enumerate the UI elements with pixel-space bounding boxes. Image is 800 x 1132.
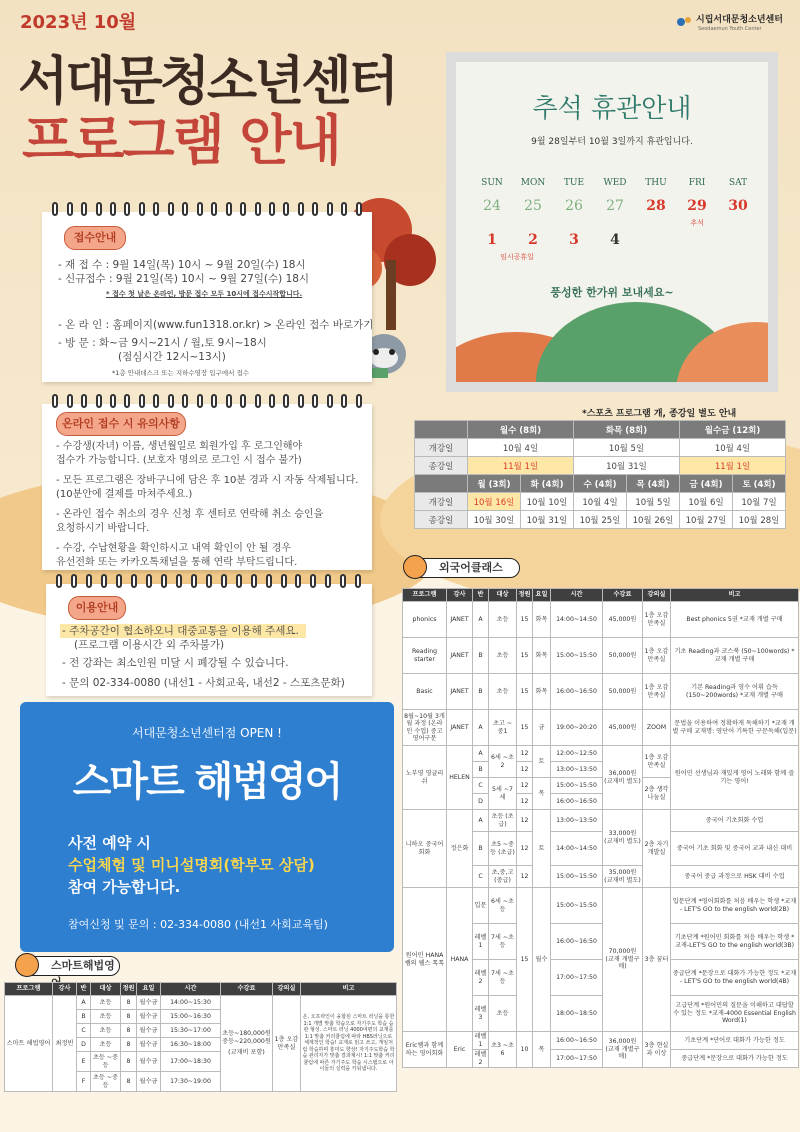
foreign-table-cell: 15 [517, 602, 533, 638]
foreign-table-cell: 기초 Reading과 코스북 (50~100words) *교재 개별 구매 [671, 638, 799, 674]
foreign-table-cell: HANA [447, 888, 473, 1032]
holiday-cell: 토 (4회) [733, 475, 786, 493]
reentry-line: - 재 접 수 : 9월 14일(목) 10시 ~ 9월 20일(수) 18시 [58, 259, 306, 271]
foreign-table-cell: 36,000원 (교재 개별구매) [603, 1032, 643, 1068]
foreign-table-cell: 15:00~15:50 [551, 866, 603, 888]
foreign-table-cell: 2층 자기 개발실 [643, 810, 671, 888]
smart-english-ad [20, 702, 394, 952]
foreign-table-cell: 초등 [489, 996, 517, 1032]
usage-min-people: - 전 강좌는 최소인원 미달 시 폐강될 수 있습니다. [62, 657, 289, 669]
foreign-table-cell: 7세 ~초등 [489, 960, 517, 996]
foreign-table-cell: 레벨3 [473, 996, 489, 1032]
foreign-table-cell: 12 [517, 762, 533, 778]
foreign-table-cell: B [473, 674, 489, 710]
smart-table-cell: 스마트 해법영어 [5, 996, 53, 1092]
foreign-table-cell: 6세 ~초등 [489, 888, 517, 924]
foreign-table-cell: 13:00~13:50 [551, 810, 603, 832]
foreign-table-cell: 70,000원 (교재 개별구매) [603, 888, 643, 1032]
foreign-table-cell: 12 [517, 746, 533, 762]
smart-table-cell: 15:00~16:30 [161, 1010, 221, 1024]
foreign-table-cell: 8월~10월 3개월 과정 (온라인 수업) 중고 영어구문 [403, 710, 447, 746]
smart-table-cell: 8 [121, 1052, 137, 1072]
chuseok-greeting: 풍성한 한가위 보내세요~ [550, 286, 674, 299]
foreign-table-cell: 금 [533, 710, 551, 746]
foreign-table-cell: 3층 꿈터 [643, 888, 671, 1032]
holiday-cell: 10월 30일 [468, 511, 521, 529]
foreign-table-cell: 목 [533, 778, 551, 810]
smart-table-cell: B [77, 1010, 91, 1024]
table-row [403, 746, 799, 762]
foreign-table-cell: 14:00~14:50 [551, 602, 603, 638]
smart-table-cell: 프로그램 [5, 983, 53, 996]
foreign-table-cell: 15 [517, 710, 533, 746]
foreign-table-cell: 강사 [447, 589, 473, 602]
foreign-table-cell: 중국어 기초회화 수업 [671, 810, 799, 832]
smart-table-cell: 정원 [121, 983, 137, 996]
registration-note: * 접수 첫 날은 온라인, 방문 접수 모두 10시에 접수시작합니다. [106, 290, 303, 298]
holiday-cell: 10월 7일 [733, 493, 786, 511]
smart-table-cell: 17:30~19:00 [161, 1072, 221, 1092]
foreign-table-wrap [402, 588, 798, 1128]
holiday-cell: 10월 16일 [468, 493, 521, 511]
ad-line1: 사전 예약 시 [68, 834, 151, 852]
calendar-date: 29 [687, 198, 707, 214]
mascot-icon [403, 555, 427, 579]
foreign-table-cell: 초등 (초급) [489, 810, 517, 832]
foreign-table-cell: 7세 ~초등 [489, 924, 517, 960]
calendar-date: 30 [728, 198, 748, 214]
smart-table-cell: 8 [121, 1010, 137, 1024]
smart-table-cell: 월수금 [137, 1038, 161, 1052]
foreign-class-label: 외국어클래스 [408, 558, 520, 578]
smart-table-cell: A [77, 996, 91, 1010]
holiday-cell: 10월 4일 [574, 493, 627, 511]
new-entry-line: - 신규접수 : 9월 21일(목) 10시 ~ 9월 27일(수) 18시 [58, 273, 310, 285]
chuseok-panel [456, 62, 768, 382]
holiday-cell: 11월 1일 [680, 457, 786, 475]
chuseok-subtitle: 9월 28일부터 10월 3일까지 휴관입니다. [531, 137, 693, 147]
foreign-table-cell: 5세 ~7세 [489, 778, 517, 810]
foreign-table-cell: 초등 [489, 674, 517, 710]
foreign-table-cell: 레벨1 [473, 924, 489, 960]
calendar-date: 1 [487, 232, 497, 248]
foreign-table-cell: 정원 [517, 589, 533, 602]
foreign-table-cell: 1층 오감 만족실 [643, 638, 671, 674]
foreign-table-cell: B [473, 832, 489, 866]
usage-contact: - 문의 02-334-0080 (내선1 - 사회교육, 내선2 - 스포츠문화) [62, 677, 345, 689]
usage-parking: - 주차공간이 협소하오니 대중교통을 이용해 주세요. [62, 625, 299, 637]
foreign-table-cell: 노부영 영글리쉬 [403, 746, 447, 810]
foreign-table-cell: 비고 [671, 589, 799, 602]
holiday-cell: 10월 26일 [627, 511, 680, 529]
online-notice-line: 접수가 가능합니다. (보호자 명의로 로그인 시 접수 불가) [56, 455, 302, 466]
foreign-table-cell: HELEN [447, 746, 473, 810]
smart-table-cell: 초등 [91, 1038, 121, 1052]
foreign-table-cell: 1층 오감 만족실 [643, 674, 671, 710]
holiday-cell: 10월 28일 [733, 511, 786, 529]
holiday-cell: 월수금 (12회) [680, 421, 786, 439]
smart-table-cell: 시간 [161, 983, 221, 996]
foreign-table-cell: B [473, 762, 489, 778]
smart-table-cell: 월수금 [137, 996, 161, 1010]
smart-table-cell: 온, 오프라인이 융합된 스마트 러닝을 통한 1:1 개별 맞춤 학습으로 자기주도 학습 습관 형성. 스마트 러닝 4000여편의 교재를 1:1 맞춤 커리큘럼에 따라 HBS러닝으로 체계적인 학습! 교재로 읽고 쓰고, 게임처럼 학습하며 흥미도 향상! 자기주도학습 학습 관리자가 맞춤 결과제시! 1:1 맞춤 커리큘럼에 따른 자기주도 학습 시스템으로 아이들의 실력을 키워냅니다. [301, 996, 397, 1092]
smart-table-cell: 8 [121, 1024, 137, 1038]
holiday-table [414, 420, 786, 529]
foreign-table-cell: 36,000원 (교재비 별도) [603, 746, 643, 810]
foreign-table-cell: 초등 [489, 602, 517, 638]
foreign-table-cell: C [473, 866, 489, 888]
table-row [403, 589, 799, 602]
foreign-table-cell: 토 [533, 810, 551, 888]
logo-icon [676, 14, 694, 28]
online-notice-line: - 수강, 수납현황을 확인하시고 내역 확인이 안 될 경우 [56, 543, 292, 554]
holiday-cell: 화목 (8회) [574, 421, 680, 439]
foreign-table-cell: A [473, 810, 489, 832]
foreign-table-cell: 중급단계 *문장으로 대화가 가능한 정도 *교재 - LET'S GO to the english world(4B) [671, 960, 799, 996]
foreign-table-cell: 고급단계 *원어민의 질문을 이해하고 대답할 수 있는 정도 *교재-4000 Essential English Word(1) [671, 996, 799, 1032]
holiday-cell: 11월 1일 [468, 457, 574, 475]
smart-table-cell: F [77, 1072, 91, 1092]
foreign-table-cell: D [473, 794, 489, 810]
foreign-table-cell: 50,000원 [603, 674, 643, 710]
holiday-cell: 10월 5일 [574, 439, 680, 457]
table-row [403, 810, 799, 832]
calendar-day-header: WED [603, 178, 627, 188]
chuseok-day-label: 추석 [690, 219, 704, 227]
calendar-date: 2 [528, 232, 538, 248]
calendar-date: 24 [483, 198, 501, 214]
logo-text: 시립서대문청소년센터 [696, 15, 783, 25]
holiday-cell [415, 475, 468, 493]
smart-table-cell: 1층 오감 만족실 [273, 996, 301, 1092]
ad-open-text: 서대문청소년센터점 OPEN ! [131, 726, 282, 740]
chuseok-title: 추석 휴관안내 [532, 94, 692, 124]
smart-table-cell: 대상 [91, 983, 121, 996]
smart-table-cell: D [77, 1038, 91, 1052]
smart-table-cell: 최정빈 [53, 996, 77, 1092]
foreign-table-cell: JANET [447, 674, 473, 710]
foreign-table-cell: 12 [517, 832, 533, 866]
foreign-table-cell: 문법을 이용하여 정확하게 독해하기 *교재 개별 구매 교재명: 영단어 기특한 구문독해(입문) [671, 710, 799, 746]
foreign-table-cell: 15 [517, 638, 533, 674]
foreign-table-cell: 프로그램 [403, 589, 447, 602]
online-notice-line: - 모든 프로그램은 장바구니에 담은 후 10분 경과 시 자동 삭제됩니다. [56, 475, 359, 486]
smart-table-cell: 반 [77, 983, 91, 996]
foreign-table-cell: Eric [447, 1032, 473, 1068]
online-notice-card [42, 404, 372, 570]
foreign-table-cell: 1층 오감 만족실 [643, 602, 671, 638]
online-notice-line: - 수강생(자녀) 이름, 생년월일로 회원가입 후 로그인해야 [56, 441, 303, 452]
foreign-table-cell: 초3 ~초6 [489, 1032, 517, 1068]
foreign-table-cell: 15:00~15:50 [551, 638, 603, 674]
foreign-table-cell: 12 [517, 810, 533, 832]
table-row [403, 638, 799, 674]
holiday-cell: 10월 5일 [627, 493, 680, 511]
smart-table-cell [221, 996, 273, 1092]
foreign-table-cell: 수강료 [603, 589, 643, 602]
smart-fee: 초등~180,000원 중등~220,000원 [222, 1030, 271, 1045]
smart-english-table [4, 982, 397, 1092]
foreign-table-cell: 18:00~18:50 [551, 996, 603, 1032]
ad-brand: 스마트 해법영어 [72, 759, 342, 805]
foreign-table-cell: 기초단계 *단어로 대화가 가능한 정도 [671, 1032, 799, 1050]
calendar-date: 4 [610, 232, 620, 248]
foreign-table-cell: 1층 오감 만족실 [643, 746, 671, 778]
smart-table-wrap [4, 982, 396, 1092]
foreign-table-cell: 목 [533, 1032, 551, 1068]
holiday-cell: 개강일 [415, 493, 468, 511]
ad-line3: 참여 가능합니다. [68, 878, 181, 896]
holiday-cell: 10월 25일 [574, 511, 627, 529]
table-row [403, 1032, 799, 1050]
calendar-date: 25 [524, 198, 542, 214]
visit-line: - 방 문 : 화~금 9시~21시 / 월,토 9시~18시 [58, 337, 267, 349]
smart-table-cell: 초등 [91, 996, 121, 1010]
foreign-table-cell: 초고 ~중1 [489, 710, 517, 746]
mascot-icon [15, 953, 39, 977]
table-row [5, 996, 397, 1010]
foreign-table-cell: 16:00~16:50 [551, 674, 603, 710]
holiday-table-wrap [414, 420, 786, 529]
foreign-table-cell: 정은화 [447, 810, 473, 888]
foreign-table-cell: 요일 [533, 589, 551, 602]
calendar-date: 27 [606, 198, 624, 214]
foreign-table-cell: 12 [517, 794, 533, 810]
foreign-table-cell: 6세 ~초2 [489, 746, 517, 778]
holiday-cell: 10월 27일 [680, 511, 733, 529]
title-line2: 프로그램 안내 [22, 109, 340, 172]
foreign-class-table [402, 588, 799, 1068]
foreign-table-cell: 입문단계 *영어회화를 처음 배우는 학생 *교재 - LET'S GO to the english world(2B) [671, 888, 799, 924]
holiday-cell: 10월 31일 [521, 511, 574, 529]
calendar-date: 28 [646, 198, 666, 214]
foreign-table-cell: 2층 생각 나눔실 [643, 778, 671, 810]
online-notice-line: - 온라인 접수 취소의 경우 신청 후 센터로 연락해 취소 승인을 [56, 509, 324, 520]
foreign-table-cell: 중국어 중급 과정으로 HSK 대비 수업 [671, 866, 799, 888]
holiday-cell: 10월 4일 [680, 439, 786, 457]
foreign-table-cell: A [473, 746, 489, 762]
online-notice-line: (10분안에 결제를 마쳐주세요.) [56, 489, 193, 500]
smart-table-cell: 월수금 [137, 1052, 161, 1072]
foreign-table-cell: 월수 [533, 888, 551, 1032]
foreign-table-cell: 화목 [533, 638, 551, 674]
foreign-table-cell: 시간 [551, 589, 603, 602]
visit-note: *1층 안내데스크 또는 지하수영장 입구에서 접수 [112, 369, 250, 377]
foreign-table-cell: 레벨2 [473, 1050, 489, 1068]
logo-text-en: Seodaemun Youth Center [698, 26, 762, 32]
foreign-table-cell: 중국어 기초 회화 및 중국어 교과 내신 대비 [671, 832, 799, 866]
calendar-day-header: TUE [563, 178, 585, 188]
foreign-table-cell: 15:00~15:50 [551, 888, 603, 924]
smart-table-cell: 초등 ~중등 [91, 1052, 121, 1072]
holiday-cell: 종강일 [415, 457, 468, 475]
online-notice-label: 온라인 접수 시 유의사항 [56, 412, 186, 436]
foreign-table-cell: B [473, 638, 489, 674]
foreign-table-cell: 원어민 HANA쌤의 웰스 톡톡 [403, 888, 447, 1032]
smart-table-cell: 8 [121, 1072, 137, 1092]
foreign-table-cell: Basic [403, 674, 447, 710]
title-line1: 서대문청소년센터 [18, 52, 396, 112]
calendar-day-header: THU [645, 178, 667, 188]
foreign-table-cell: 16:00~16:50 [551, 794, 603, 810]
table-row [403, 602, 799, 638]
table-row [5, 983, 397, 996]
foreign-table-cell: ZOOM [643, 710, 671, 746]
foreign-table-cell: 3층 현실과 이상 [643, 1032, 671, 1068]
foreign-table-cell: A [473, 602, 489, 638]
holiday-cell: 10월 10일 [521, 493, 574, 511]
foreign-table-cell: 토 [533, 746, 551, 778]
calendar-day-header: SUN [481, 178, 503, 188]
foreign-table-cell: 화목 [533, 674, 551, 710]
foreign-table-cell: 레벨1 [473, 1032, 489, 1050]
smart-table-cell: 초등 [91, 1010, 121, 1024]
smart-table-cell: 수강료 [221, 983, 273, 996]
foreign-table-cell: 50,000원 [603, 638, 643, 674]
chuseok-calendar [472, 178, 762, 278]
ad-line2: 수업체험 및 미니설명회(학부모 상담) [68, 856, 315, 874]
foreign-table-cell: 15 [517, 888, 533, 1032]
foreign-table-cell: 중급단계 *문장으로 대화가 가능한 정도 [671, 1050, 799, 1068]
calendar-day-header: SAT [728, 178, 748, 188]
foreign-table-cell: Best phonics 5권 *교재 개별 구매 [671, 602, 799, 638]
holiday-cell: 10월 4일 [468, 439, 574, 457]
online-notice-line: 요청하시기 바랍니다. [56, 523, 150, 534]
holiday-cell: 목 (4회) [627, 475, 680, 493]
calendar-date: 3 [569, 232, 579, 248]
foreign-table-cell: 15 [517, 674, 533, 710]
smart-table-cell: 14:00~15:30 [161, 996, 221, 1010]
date-heading: 2023년 10월 [20, 12, 137, 33]
holiday-cell: 금 (4회) [680, 475, 733, 493]
usage-card [46, 584, 372, 696]
smart-table-cell: 강사 [53, 983, 77, 996]
foreign-table-cell: 대상 [489, 589, 517, 602]
foreign-table-cell: Eric쌤과 함께하는 영어회화 [403, 1032, 447, 1068]
foreign-table-cell: A [473, 710, 489, 746]
foreign-table-cell: 35,000원 (교재비 별도) [603, 866, 643, 888]
holiday-cell: 개강일 [415, 439, 468, 457]
smart-table-cell: 비고 [301, 983, 397, 996]
registration-label: 접수안내 [64, 226, 126, 250]
smart-table-cell: 15:30~17:00 [161, 1024, 221, 1038]
smart-table-cell: C [77, 1024, 91, 1038]
smart-table-cell: 17:00~18:30 [161, 1052, 221, 1072]
calendar-day-header: MON [520, 178, 546, 188]
online-notice-line: 유선전화 또는 카카오톡채널을 통해 연락 부탁드립니다. [56, 557, 298, 568]
table-row [403, 710, 799, 746]
foreign-table-cell: 초등 [489, 638, 517, 674]
foreign-table-cell: 13:00~13:50 [551, 762, 603, 778]
usage-label: 이용안내 [68, 596, 126, 620]
foreign-table-cell: 45,000원 [603, 710, 643, 746]
smart-table-cell: 요일 [137, 983, 161, 996]
smart-table-cell: 8 [121, 996, 137, 1010]
smart-label: 스마트해법영 [20, 956, 120, 976]
holiday-cell: 수 (4회) [574, 475, 627, 493]
foreign-table-cell: 원어민 선생님과 재밌게 영어 노래와 함께 즐기는 영어! [671, 746, 799, 810]
calendar-day-header: FRI [688, 178, 706, 188]
holiday-cell: 10월 31일 [574, 457, 680, 475]
foreign-table-cell: 45,000원 [603, 602, 643, 638]
online-line: - 온 라 인 : 홈페이지(www.fun1318.or.kr) > 온라인 접수 바로가기 [58, 319, 374, 331]
foreign-table-cell: 12 [517, 778, 533, 794]
foreign-table-cell: 화목 [533, 602, 551, 638]
foreign-table-cell: JANET [447, 602, 473, 638]
usage-parking-note: (프로그램 이용시간 외 주차불가) [74, 639, 225, 651]
temp-holiday-label: 임시공휴일 [500, 253, 534, 261]
foreign-table-cell: Reading starter [403, 638, 447, 674]
calendar-date: 26 [565, 198, 583, 214]
smart-table-cell: 초등 [91, 1024, 121, 1038]
foreign-table-cell: phonics [403, 602, 447, 638]
smart-table-cell: 8 [121, 1038, 137, 1052]
table-row [403, 888, 799, 924]
foreign-table-cell: 기초단계 *원어민 회화를 처음 배우는 학생 *교재-LET'S GO to the english world(3B) [671, 924, 799, 960]
foreign-table-cell: 입문 [473, 888, 489, 924]
holiday-cell: 월수 (8회) [468, 421, 574, 439]
smart-table-cell: 16:30~18:00 [161, 1038, 221, 1052]
smart-table-cell: 월수금 [137, 1024, 161, 1038]
smart-fee-note: (교재비 포함) [228, 1049, 265, 1057]
foreign-table-cell: 레벨2 [473, 960, 489, 996]
holiday-note: *스포츠 프로그램 개, 종강일 별도 안내 [582, 409, 737, 419]
holiday-cell: 월 (3회) [468, 475, 521, 493]
smart-table-cell: 강의실 [273, 983, 301, 996]
ad-contact: 참여신청 및 문의 : 02-334-0080 (내선1 사회교육팀) [68, 918, 328, 931]
foreign-table-cell: 16:00~16:50 [551, 924, 603, 960]
smart-table-cell: 월수금 [137, 1072, 161, 1092]
foreign-table-cell: 10 [517, 1032, 533, 1068]
holiday-cell: 10월 6일 [680, 493, 733, 511]
foreign-table-cell: 강의실 [643, 589, 671, 602]
foreign-table-cell: 초5 ~중등 (초급) [489, 832, 517, 866]
registration-card [42, 212, 372, 382]
foreign-table-cell: JANET [447, 638, 473, 674]
smart-table-cell: E [77, 1052, 91, 1072]
foreign-table-cell: 17:00~17:50 [551, 1050, 603, 1068]
foreign-table-cell: 니하오 중국어회화 [403, 810, 447, 888]
foreign-table-cell: JANET [447, 710, 473, 746]
smart-table-cell: 월수금 [137, 1010, 161, 1024]
foreign-table-cell: 기본 Reading과 영수 어휘 습득 (150~200words) *교재 개별 구매 [671, 674, 799, 710]
smart-table-cell: 초등 ~중등 [91, 1072, 121, 1092]
foreign-table-cell: 15:00~15:50 [551, 778, 603, 794]
foreign-table-cell: 33,000원 (교재비 별도) [603, 810, 643, 866]
lunch-line: (점심시간 12시~13시) [118, 351, 226, 363]
foreign-table-cell: 17:00~17:50 [551, 960, 603, 996]
table-row [403, 674, 799, 710]
holiday-cell: 화 (4회) [521, 475, 574, 493]
holiday-cell: 종강일 [415, 511, 468, 529]
foreign-table-cell: 16:00~16:50 [551, 1032, 603, 1050]
foreign-table-cell: 반 [473, 589, 489, 602]
foreign-table-cell: 19:00~20:20 [551, 710, 603, 746]
holiday-cell [415, 421, 468, 439]
foreign-table-cell: 초,중,고 (중급) [489, 866, 517, 888]
foreign-table-cell: C [473, 778, 489, 794]
foreign-table-cell: 14:00~14:50 [551, 832, 603, 866]
foreign-table-cell: 12 [517, 866, 533, 888]
foreign-table-cell: 12:00~12:50 [551, 746, 603, 762]
